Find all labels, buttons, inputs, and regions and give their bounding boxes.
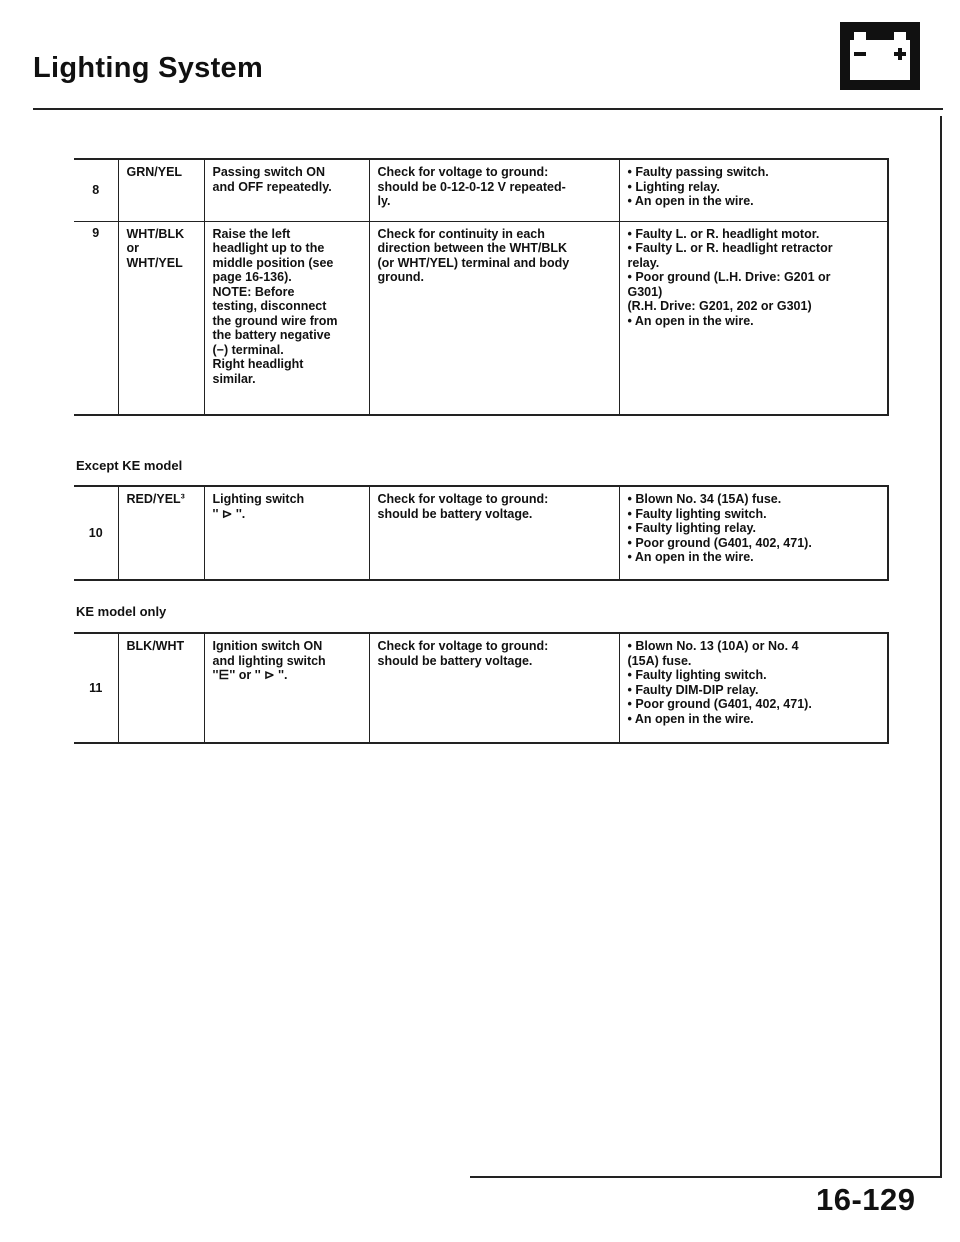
test-condition: Lighting switch '' ⊳ ''.: [204, 486, 369, 580]
footer-rule: [470, 1176, 942, 1178]
table-row: [74, 486, 888, 580]
test-desired-result: Check for voltage to ground: should be 0-12-0-12 V repeated- ly.: [369, 159, 619, 221]
possible-cause: • Faulty L. or R. headlight motor. • Faulty L. or R. headlight retractor relay. • Poor ground (L.H. Drive: G201 or G301) (R.H. Drive: G201, 202 or G301) • An open in the wire.: [619, 221, 888, 415]
test-desired-result: Check for voltage to ground: should be battery voltage.: [369, 486, 619, 580]
possible-cause: • Blown No. 34 (15A) fuse. • Faulty lighting switch. • Faulty lighting relay. • Poor ground (G401, 402, 471). • An open in the wire.: [619, 486, 888, 580]
possible-cause: • Faulty passing switch. • Lighting relay. • An open in the wire.: [619, 159, 888, 221]
wire-color: GRN/YEL: [118, 159, 204, 221]
frame-right-border: [940, 116, 942, 1178]
troubleshooting-table-1: [74, 158, 889, 416]
cavity-number: 8: [74, 159, 118, 221]
page-number: 16-129: [816, 1182, 916, 1217]
table-row: [74, 633, 888, 743]
possible-cause: • Blown No. 13 (10A) or No. 4 (15A) fuse. • Faulty lighting switch. • Faulty DIM-DIP relay. • Poor ground (G401, 402, 471). • An open in the wire.: [619, 633, 888, 743]
table-row: [74, 221, 888, 415]
troubleshooting-table-3: [74, 632, 889, 744]
test-condition: Passing switch ON and OFF repeatedly.: [204, 159, 369, 221]
test-condition: Ignition switch ON and lighting switch ''⋿'' or '' ⊳ ''.: [204, 633, 369, 743]
wire-color: BLK/WHT: [118, 633, 204, 743]
section-caption: Except KE model: [76, 458, 183, 473]
troubleshooting-table-2: [74, 485, 889, 581]
battery-icon: [840, 22, 920, 90]
cavity-number: 10: [74, 486, 118, 580]
header-rule: [33, 108, 943, 110]
test-condition: Raise the left headlight up to the middle position (see page 16-136). NOTE: Before testing, disconnect the ground wire from the battery negative (−) terminal. Right headlight similar.: [204, 221, 369, 415]
test-desired-result: Check for continuity in each direction between the WHT/BLK (or WHT/YEL) terminal and body ground.: [369, 221, 619, 415]
cavity-number: 11: [74, 633, 118, 743]
section-caption: KE model only: [76, 604, 167, 619]
test-desired-result: Check for voltage to ground: should be battery voltage.: [369, 633, 619, 743]
table-row: [74, 159, 888, 221]
page-title: Lighting System: [33, 52, 264, 84]
wire-color: RED/YEL³: [118, 486, 204, 580]
cavity-number: 9: [74, 221, 118, 415]
wire-color: WHT/BLK or WHT/YEL: [118, 221, 204, 415]
